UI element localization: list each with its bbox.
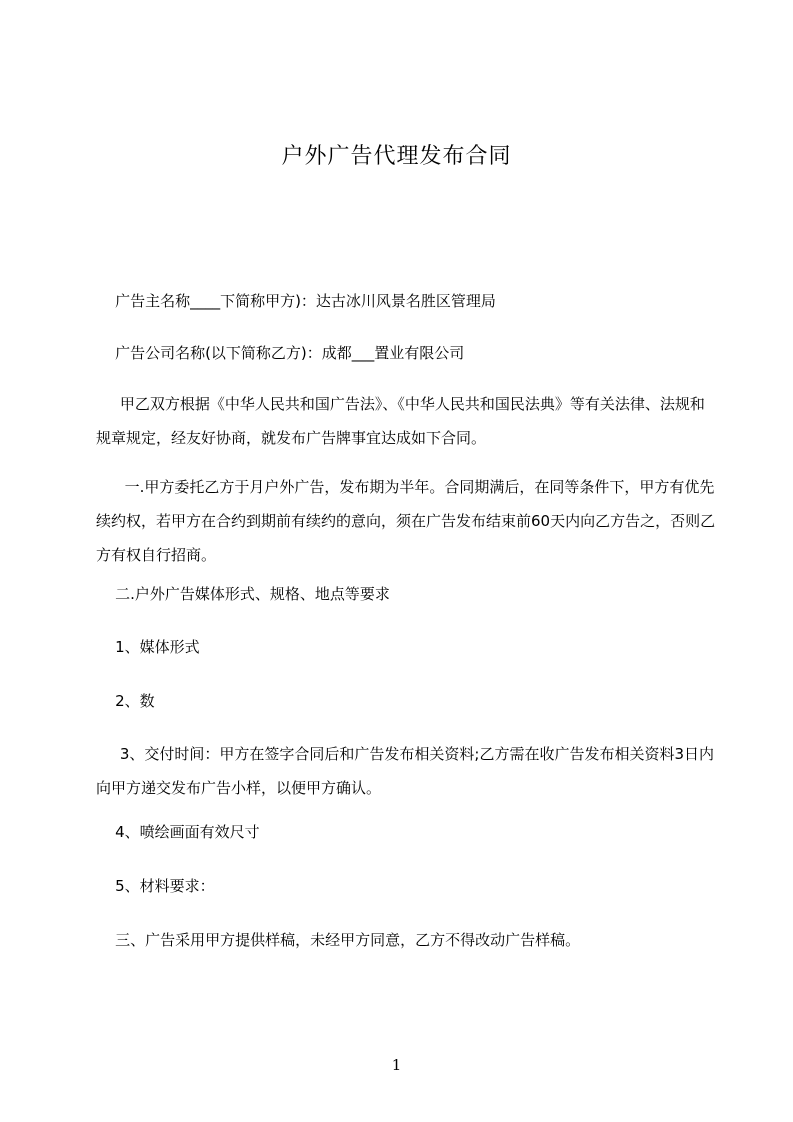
page-number: 1	[391, 1056, 402, 1074]
media-form-item: 1、媒体形式	[96, 638, 200, 656]
agency-name-paragraph: 广告公司名称(以下简称乙方)：成都___置业有限公司	[96, 344, 465, 362]
legal-basis-paragraph: 甲乙双方根据《中华人民共和国广告法》、《中华人民共和国民法典》等有关法律、法规和规章规定，经友好协商，就发布广告牌事宜达成如下合同。	[96, 395, 705, 447]
material-requirements-item: 5、材料要求：	[96, 877, 215, 895]
clause-one-paragraph: 一.甲方委托乙方于月户外广告，发布期为半年。合同期满后，在同等条件下，甲方有优先续约权，若甲方在合约到期前有续约的意向，须在广告发布结束前60天内向乙方告之，否则乙方有权自行招商。	[96, 478, 716, 564]
clause-two-heading: 二.户外广告媒体形式、规格、地点等要求	[96, 585, 390, 603]
delivery-time-item: 3、交付时间：甲方在签字合同后和广告发布相关资料;乙方需在收广告发布相关资料3日内向甲方递交发布广告小样，以便甲方确认。	[96, 745, 714, 797]
print-size-item: 4、喷绘画面有效尺寸	[96, 823, 260, 841]
quantity-item: 2、数	[96, 692, 155, 710]
advertiser-name-paragraph: 广告主名称____下简称甲方)：达古冰川风景名胜区管理局	[96, 292, 496, 310]
document-title: 户外广告代理发布合同	[281, 144, 512, 169]
clause-three-paragraph: 三、广告采用甲方提供样稿，未经甲方同意，乙方不得改动广告样稿。	[96, 931, 581, 949]
